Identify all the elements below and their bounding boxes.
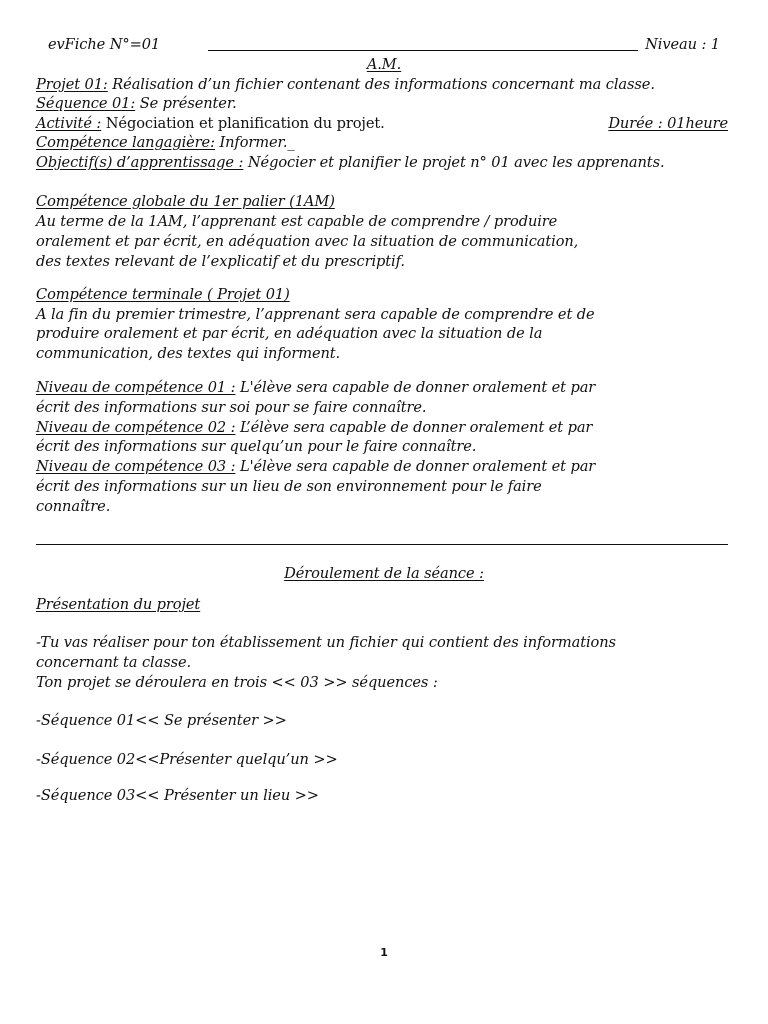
- deroulement-title: Déroulement de la séance :: [284, 565, 484, 582]
- niveau-competence-text: L'élève sera capable de donner oralement et par: [235, 458, 596, 475]
- presentation-title: Présentation du projet: [36, 596, 201, 613]
- niveau-competence-text: écrit des informations sur soi pour se faire connaître.: [36, 399, 427, 416]
- competence-langagiere-text: Informer._: [214, 134, 295, 151]
- competence-globale-title: Compétence globale du 1er palier (1AM): [36, 193, 335, 210]
- sequence-text: Se présenter.: [135, 95, 237, 112]
- objectif-line: [36, 153, 665, 173]
- competence-globale-line: oralement et par écrit, en adéquation avec la situation de communication,: [36, 233, 579, 250]
- niveau-competence-text: L’élève sera capable de donner oralement et par: [235, 419, 593, 436]
- competence-terminale-line: produire oralement et par écrit, en adéquation avec la situation de la: [36, 325, 543, 342]
- competence-globale-line: Au terme de la 1AM, l’apprenant est capable de comprendre / produire: [36, 213, 558, 230]
- niveau-competence-text: écrit des informations sur quelqu’un pour le faire connaître.: [36, 438, 477, 455]
- niveau-competence-label: Niveau de compétence 03 :: [36, 458, 236, 475]
- niveau-competence-label: Niveau de compétence 02 :: [36, 419, 236, 436]
- sequence-item: -Séquence 01<< Se présenter >>: [36, 712, 287, 729]
- competence-langagiere-line: [36, 133, 295, 153]
- sequence-label: Séquence 01:: [36, 95, 136, 112]
- am-heading: A.M.: [366, 56, 402, 73]
- fiche-number: evFiche N°=01: [48, 36, 161, 53]
- activite-text: Négociation et planification du projet.: [101, 115, 385, 132]
- intro-line: Ton projet se déroulera en trois << 03 >> séquences :: [36, 674, 438, 691]
- niveau-competence-01: [36, 378, 595, 398]
- competence-terminale-title: Compétence terminale ( Projet 01): [36, 286, 290, 303]
- intro-line: -Tu vas réaliser pour ton établissement un fichier qui contient des informations: [36, 634, 616, 651]
- header-rule: [208, 50, 638, 51]
- niveau-competence-label: Niveau de compétence 01 :: [36, 379, 236, 396]
- sequence-line: [36, 94, 237, 114]
- competence-langagiere-label: Compétence langagière:: [36, 134, 215, 151]
- projet-label: Projet 01:: [36, 76, 108, 93]
- competence-terminale-line: A la fin du premier trimestre, l’apprenant sera capable de comprendre et de: [36, 306, 595, 323]
- competence-terminale-line: communication, des textes qui informent.: [36, 345, 341, 362]
- niveau-competence-02: [36, 418, 592, 438]
- objectif-text: Négocier et planifier le projet n° 01 avec les apprenants.: [243, 154, 665, 171]
- section-separator: [36, 544, 728, 545]
- header-line: [48, 35, 720, 55]
- activite-label: Activité :: [36, 115, 102, 132]
- niveau-competence-03: [36, 457, 595, 477]
- duree: Durée : 01heure: [608, 115, 728, 132]
- niveau: Niveau : 1: [645, 36, 720, 53]
- projet-line: [36, 75, 655, 95]
- niveau-competence-text: L'élève sera capable de donner oralement et par: [235, 379, 596, 396]
- intro-line: concernant ta classe.: [36, 654, 192, 671]
- activite-line: [36, 114, 385, 134]
- page-number: 1: [380, 946, 388, 959]
- sequence-item: -Séquence 02<<Présenter quelqu’un >>: [36, 751, 338, 768]
- niveau-competence-text: connaître.: [36, 498, 111, 515]
- niveau-competence-text: écrit des informations sur un lieu de son environnement pour le faire: [36, 478, 542, 495]
- projet-text: Réalisation d’un fichier contenant des informations concernant ma classe.: [107, 76, 655, 93]
- competence-globale-line: des textes relevant de l’explicatif et du prescriptif.: [36, 253, 405, 270]
- objectif-label: Objectif(s) d’apprentissage :: [36, 154, 244, 171]
- sequence-item: -Séquence 03<< Présenter un lieu >>: [36, 787, 319, 804]
